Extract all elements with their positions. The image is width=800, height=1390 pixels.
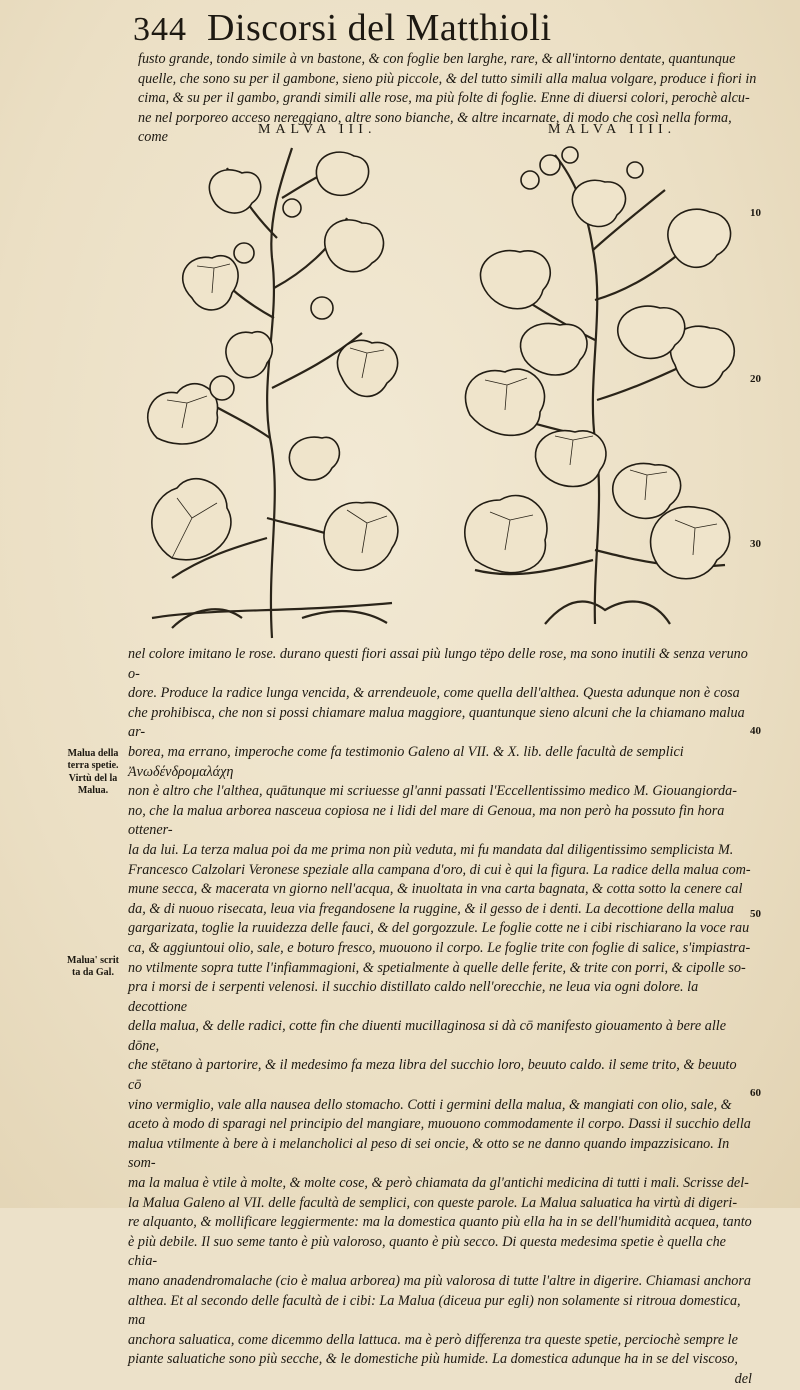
running-title: Discorsi del Matthioli — [207, 7, 552, 49]
intro-line: quelle, che sono su per il gambone, sieno più piccole, & del tutto simili alla malua volgare, produce i fiori in — [138, 70, 757, 87]
text-line: vino vermiglio, vale alla nausea dello stomacho. Cotti i germini della malua, & mangiati con olio, sale, & — [128, 1096, 732, 1113]
intro-line: cima, & su per il gambo, grandi simili alle rose, ma più folte di foglie. Enne di diuersi colori, perochè alcu- — [138, 90, 750, 106]
text-line: gargarizata, toglie la ruuidezza delle fauci, & del gorgozzule. Le foglie cotte ne i cibi rischiarano la voce rau — [128, 920, 750, 937]
malva-iii-woodcut — [132, 138, 412, 640]
text-line: borea, ma errano, imperoche come fa testimonio Galeno al VII. & X. lib. delle facultà de semplici Ἀνωδένδρομαλάχη — [128, 743, 684, 780]
text-line: aceto à modo di sparagi nel principio del mangiare, muouono commodamente il corpo. Dassi il succhio della — [128, 1116, 751, 1133]
text-line: mano anadendromalache (cio è malua arborea) ma più valorosa di tutte l'altre in digerire. Chiamasi anchora — [128, 1273, 752, 1289]
intro-line: fusto grande, tondo simile à vn bastone, & con foglie ben larghe, rare, & all'intorno dentate, quantunque — [138, 51, 736, 67]
text-line: malua vtilmente à bere à i melancholici al peso di sei oncie, & otto se ne danno quando impazzisicano. In som- — [128, 1135, 730, 1172]
text-line: la Malua Galeno al VII. delle facultà de semplici, con queste parole. La Malua saluatica ha virtù di digeri- — [128, 1194, 738, 1211]
text-line: è più debile. Il suo seme tanto è più valoroso, quanto è più secco. Di questa medesima spetie è quella che chia- — [128, 1233, 726, 1270]
malva-iiii-woodcut — [455, 140, 743, 626]
main-text — [128, 645, 752, 1390]
text-line: pra i morsi de i serpenti velenosi. il succhio distillato caldo nell'orecchie, ne leua via ogni dolore. la decottione — [128, 979, 699, 1015]
text-line: ca, & aggiuntoui olio, sale, e boturo fresco, muouono il corpo. Le foglie trite con foglie di salice, s'impiastra- — [128, 939, 751, 956]
text-line: della malua, & delle radici, cotte fin che diuenti mucillaginosa si dà cō manifesto giouamento à bere alle dōne, — [128, 1018, 727, 1054]
text-line: nel colore imitano le rose. durano questi fiori assai più lungo tëpo delle rose, ma sono inutili & senza veruno o- — [128, 646, 748, 682]
text-line: althea. Et al secondo delle facultà de i cibi: La Malua (diceua pur egli) non solamente si ritroua domestica, ma — [128, 1292, 741, 1329]
line-number: 10 — [750, 207, 761, 219]
line-number: 40 — [750, 725, 761, 737]
text-line: no, che la malua arborea nasceua copiosa ne i lidi del mare di Genoua, ma non però ha possuto fin hora ottener- — [128, 802, 725, 839]
text-line: re alquanto, & mollificare leggiermente: ma la domestica quanto più ella ha in se dell'humidità acquea, tanto — [128, 1214, 752, 1231]
text-line: piante saluatiche sono più secche, & le domestiche più humide. La domestica adunque ha in se del viscoso, — [128, 1351, 738, 1368]
line-number: 60 — [750, 1087, 761, 1099]
text-line: non è altro che l'althea, quātunque mi scriuesse gl'anni passati l'Eccellentissimo medico M. Giouangiorda- — [128, 783, 737, 800]
figure-caption-malva-iii: MALVA III. — [258, 122, 377, 137]
text-line: che stētano à partorire, & il medesimo fa meza libra del succhio loro, beuuto caldo. il seme trito, & beuuto cō — [128, 1057, 737, 1094]
intro-line: ne nel porporeo acceso nereggiano, altre sono bianche, & altre incarnate, di modo che così nella forma, come — [138, 109, 732, 145]
text-line: del — [734, 1370, 752, 1387]
page-number: 344 — [133, 11, 187, 48]
line-number: 50 — [750, 908, 761, 920]
margin-note: Virtù del la Malua. — [68, 773, 118, 796]
text-line: ma la malua è vtile à molte, & molte cose, & però chiamata da gl'antichi medicina di tutti i mali. Scrisse del- — [128, 1175, 749, 1192]
text-line: che prohibisca, che non si possi chiamare malua maggiore, quantunque sieno alcuni che la chiamano malua ar- — [128, 704, 745, 741]
line-number: 20 — [750, 373, 761, 385]
text-line: anchora saluatica, come dicemmo della lattuca. ma è però differenza tra queste spetie, perciochè sempre le — [128, 1331, 738, 1348]
text-line: da, & di nuouo risecata, leua via fregandosene la ruggine, & il gesso de i denti. La decottione della malua — [128, 900, 734, 917]
line-number: 30 — [750, 538, 761, 550]
margin-note: Malua della terra spetie. — [67, 748, 119, 771]
text-line: la da lui. La terza malua poi da me prima non più veduta, mi fu mandata dal diligentissimo semplicista M. — [128, 841, 734, 858]
margin-note: Malua' scrit ta da Gal. — [67, 955, 119, 978]
page-header — [133, 6, 673, 54]
text-line: no vtilmente sopra tutte l'infiammagioni, & spetialmente à quelle delle ferite, & trite con porri, & cipolle so- — [128, 959, 746, 976]
figure-caption-malva-iiii: MALVA IIII. — [548, 122, 677, 137]
text-line: dore. Produce la radice lunga vencida, & arrendeuole, come quella dell'althea. Questa adunque non è cosa — [128, 685, 740, 702]
text-line: Francesco Calzolari Veronese speziale alla campana d'oro, di cui è qui la figura. La radice della malua com- — [128, 861, 751, 878]
text-line: mune secca, & macerata vn giorno nell'acqua, & inuoltata in vna carta bagnata, & cotta sotto la cenere cal — [128, 881, 743, 898]
